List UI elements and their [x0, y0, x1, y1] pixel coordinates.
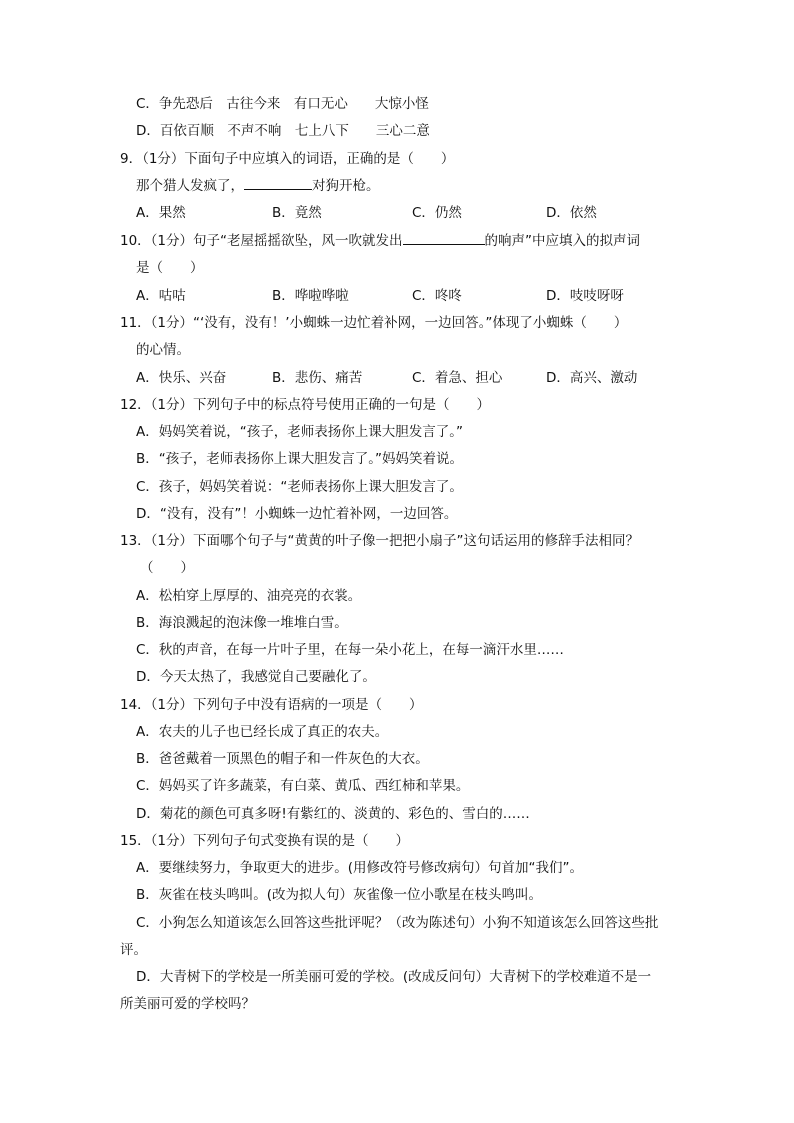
q15-option-b: B．灰雀在枝头鸣叫。(改为拟人句）灰雀像一位小歌星在枝头鸣叫。	[136, 887, 543, 903]
q12-stem: 12．（1分）下列句子中的标点符号使用正确的一句是（ ）	[120, 397, 491, 413]
q8-option-d: D．百依百顺 不声不响 七上八下 三心二意	[136, 123, 430, 139]
q9-blank	[244, 177, 312, 190]
q14-option-d: D．菊花的颜色可真多呀!有紫红的、淡黄的、彩色的、雪白的……	[136, 806, 530, 822]
q9-option-a: A．果然	[136, 205, 186, 221]
q10-options	[136, 287, 656, 305]
q10-option-d: D．吱吱呀呀	[546, 288, 624, 304]
q9-sentence	[136, 177, 380, 195]
q13-stem: 13．（1分）下面哪个句子与“黄黄的叶子像一把把小扇子”这句话运用的修辞手法相同？	[120, 533, 640, 549]
q9-option-d: D．依然	[546, 205, 597, 221]
q10-stem	[120, 232, 640, 250]
q10-stem-before: 10．（1分）句子“老屋摇摇欲坠，风一吹就发出	[120, 233, 403, 249]
q9-option-c: C．仍然	[412, 205, 462, 221]
q11-option-c: C．着急、担心	[412, 370, 503, 386]
q9-sentence-before: 那个猎人发疯了，	[136, 178, 244, 194]
q13-option-a: A．松柏穿上厚厚的、油亮亮的衣裳。	[136, 588, 362, 604]
q14-option-c: C．妈妈买了许多蔬菜，有白菜、黄瓜、西红柿和苹果。	[136, 778, 470, 794]
q10-option-c: C．咚咚	[412, 288, 462, 304]
q9-stem: 9．（1分）下面句子中应填入的词语，正确的是（ ）	[120, 151, 455, 167]
q10-stem-after: 的响声”中应填入的拟声词	[484, 233, 641, 249]
q15-stem: 15．（1分）下列句子句式变换有误的是（ ）	[120, 833, 410, 849]
q9-sentence-after: 对狗开枪。	[312, 178, 380, 194]
q15-option-a: A．要继续努力，争取更大的进步。(用修改符号修改病句）句首加“我们”。	[136, 860, 583, 876]
q12-option-a: A．妈妈笑着说，“孩子，老师表扬你上课大胆发言了。”	[136, 424, 463, 440]
q10-option-b: B．哗啦哗啦	[272, 288, 349, 304]
q9-option-b: B．竟然	[272, 205, 322, 221]
q12-option-b: B．“孩子，老师表扬你上课大胆发言了。”妈妈笑着说。	[136, 451, 463, 467]
q13-option-b: B．海浪溅起的泡沫像一堆堆白雪。	[136, 615, 348, 631]
q9-options	[136, 204, 656, 222]
q13-option-c: C．秋的声音，在每一片叶子里，在每一朵小花上，在每一滴汗水里……	[136, 642, 564, 658]
q11-option-d: D．高兴、激动	[546, 370, 638, 386]
q13-option-d: D．今天太热了，我感觉自己要融化了。	[136, 669, 376, 685]
q11-option-b: B．悲伤、痛苦	[272, 370, 363, 386]
q10-stem-continued: 是（ ）	[136, 260, 204, 276]
q15-option-d-line1: D．大青树下的学校是一所美丽可爱的学校。(改成反问句）大青树下的学校难道不是一	[136, 969, 652, 985]
q15-option-d-line2: 所美丽可爱的学校吗？	[120, 996, 255, 1012]
q15-option-c-line2: 评。	[120, 942, 147, 958]
q12-option-c: C．孩子，妈妈笑着说：“老师表扬你上课大胆发言了。	[136, 479, 463, 495]
q13-stem-continued: （ ）	[140, 560, 194, 576]
q14-option-b: B．爸爸戴着一顶黑色的帽子和一件灰色的大衣。	[136, 751, 429, 767]
q12-option-d: D．“没有，没有”！小蜘蛛一边忙着补网，一边回答。	[136, 506, 458, 522]
q8-option-c: C．争先恐后 古往今来 有口无心 大惊小怪	[136, 96, 429, 112]
q10-option-a: A．咕咕	[136, 288, 186, 304]
q14-stem: 14．（1分）下列句子中没有语病的一项是（ ）	[120, 697, 423, 713]
q11-stem: 11．（1分）“‘没有，没有！’小蜘蛛一边忙着补网，一边回答。”体现了小蜘蛛（ ）	[120, 315, 628, 331]
q15-option-c-line1: C．小狗怎么知道该怎么回答这些批评呢？（改为陈述句）小狗不知道该怎么回答这些批	[136, 915, 659, 931]
q10-blank	[403, 232, 485, 245]
q11-options	[136, 369, 656, 387]
q14-option-a: A．农夫的儿子也已经长成了真正的农夫。	[136, 724, 389, 740]
q11-stem-continued: 的心情。	[136, 342, 190, 358]
q11-option-a: A．快乐、兴奋	[136, 370, 227, 386]
